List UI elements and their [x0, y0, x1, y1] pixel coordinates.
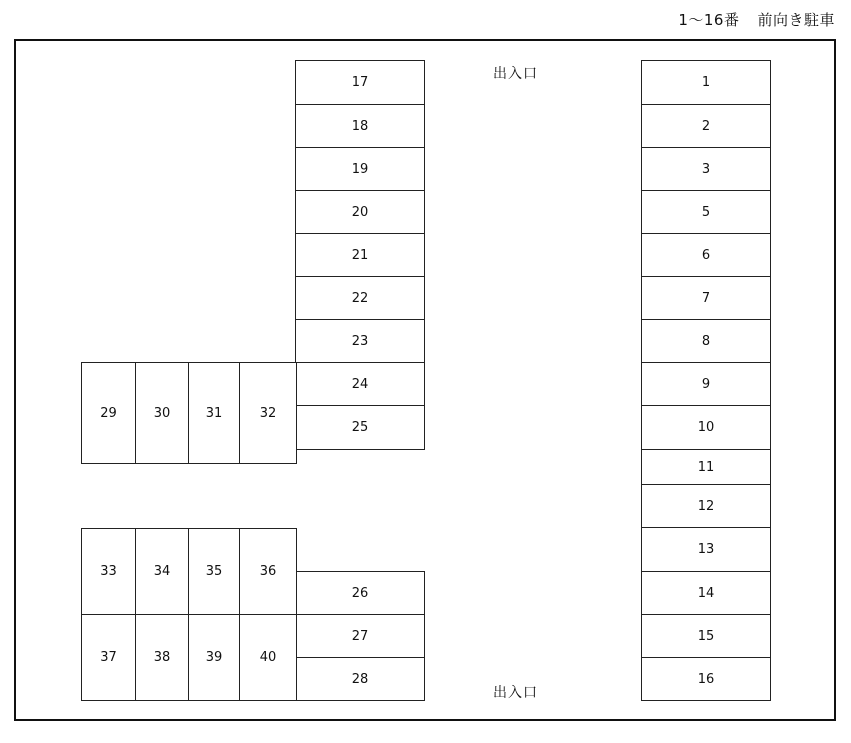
- parking-slot-13: 13: [641, 527, 771, 572]
- parking-slot-27: 27: [295, 614, 425, 658]
- parking-slot-15: 15: [641, 614, 771, 658]
- parking-slot-10: 10: [641, 405, 771, 450]
- parking-slot-29: 29: [81, 362, 136, 464]
- parking-slot-26: 26: [295, 571, 425, 615]
- parking-slot-1: 1: [641, 60, 771, 105]
- parking-slot-35: 35: [188, 528, 240, 615]
- parking-slot-25: 25: [295, 405, 425, 450]
- parking-slot-30: 30: [135, 362, 189, 464]
- parking-slot-34: 34: [135, 528, 189, 615]
- parking-slot-16: 16: [641, 657, 771, 701]
- parking-slot-3: 3: [641, 147, 771, 191]
- parking-slot-2: 2: [641, 104, 771, 148]
- parking-slot-14: 14: [641, 571, 771, 615]
- parking-slot-28: 28: [295, 657, 425, 701]
- parking-slot-6: 6: [641, 233, 771, 277]
- parking-slot-31: 31: [188, 362, 240, 464]
- parking-slot-17: 17: [295, 60, 425, 105]
- parking-slot-8: 8: [641, 319, 771, 363]
- parking-slot-33: 33: [81, 528, 136, 615]
- parking-slot-39: 39: [188, 614, 240, 701]
- parking-slot-24: 24: [295, 362, 425, 406]
- parking-slot-37: 37: [81, 614, 136, 701]
- parking-slot-5: 5: [641, 190, 771, 234]
- parking-slot-21: 21: [295, 233, 425, 277]
- parking-slot-12: 12: [641, 484, 771, 528]
- parking-slot-11: 11: [641, 449, 771, 485]
- entrance-top: 出入口: [493, 66, 538, 82]
- parking-slot-40: 40: [239, 614, 297, 701]
- parking-slot-32: 32: [239, 362, 297, 464]
- legend-note: [678, 9, 835, 30]
- legend-range: 1～16番: [678, 11, 740, 29]
- parking-slot-38: 38: [135, 614, 189, 701]
- parking-slot-7: 7: [641, 276, 771, 320]
- parking-slot-23: 23: [295, 319, 425, 363]
- parking-slot-20: 20: [295, 190, 425, 234]
- parking-slot-19: 19: [295, 147, 425, 191]
- parking-slot-18: 18: [295, 104, 425, 148]
- legend-label: 前向き駐車: [757, 11, 835, 29]
- parking-slot-9: 9: [641, 362, 771, 406]
- parking-slot-22: 22: [295, 276, 425, 320]
- entrance-bottom: 出入口: [493, 685, 538, 701]
- parking-slot-36: 36: [239, 528, 297, 615]
